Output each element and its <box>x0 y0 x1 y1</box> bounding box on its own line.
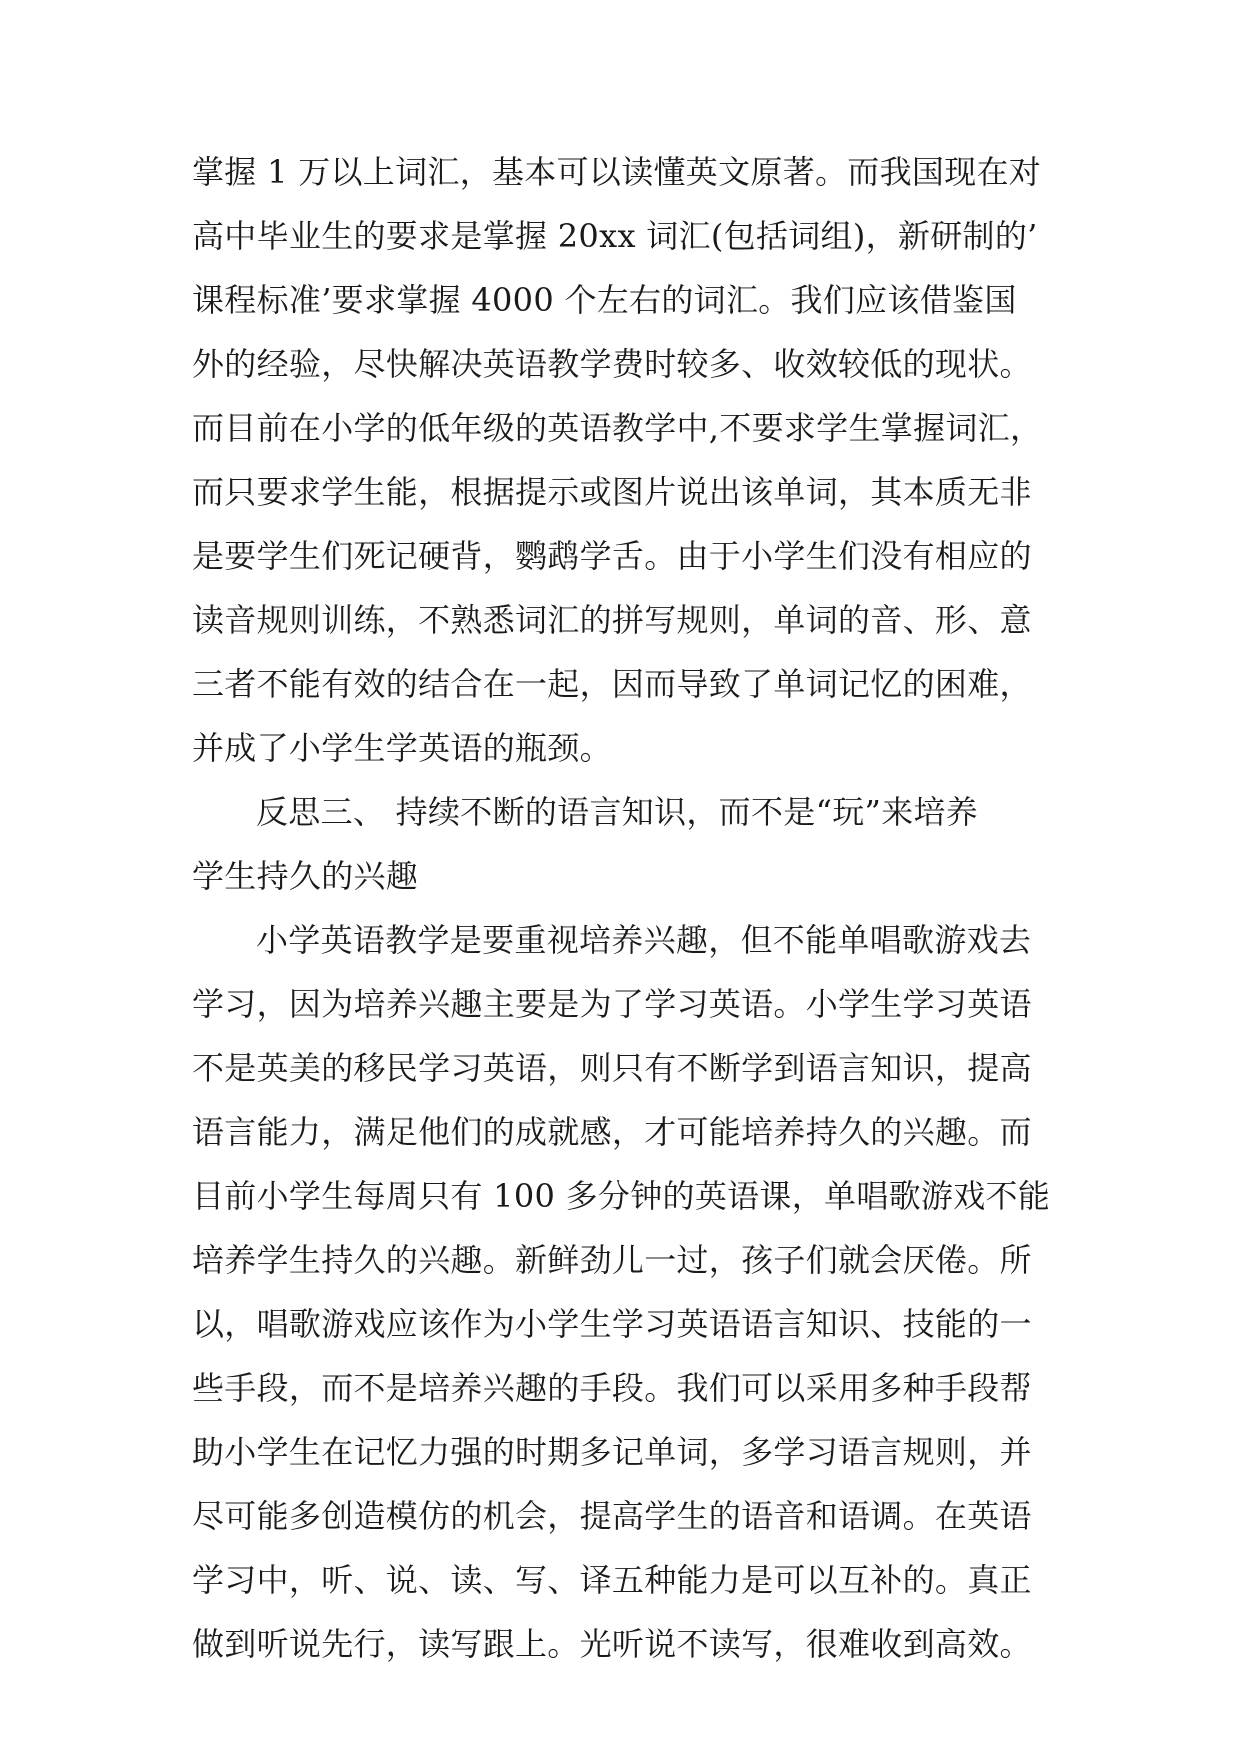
text-line: 外的经验，尽快解决英语教学费时较多、收效较低的现状。 <box>192 345 1032 383</box>
text-line: 是要学生们死记硬背，鹦鹉学舌。由于小学生们没有相应的 <box>192 537 1032 575</box>
text-line: 助小学生在记忆力强的时期多记单词，多学习语言规则，并 <box>192 1433 1032 1471</box>
text-line: 读音规则训练，不熟悉词汇的拼写规则，单词的音、形、意 <box>192 601 1032 639</box>
section-heading-line: 反思三、 持续不断的语言知识，而不是“玩”来培养 <box>256 793 979 831</box>
section-heading-line: 学生持久的兴趣 <box>192 857 419 895</box>
text-line: 目前小学生每周只有 100 多分钟的英语课，单唱歌游戏不能 <box>192 1177 1051 1215</box>
text-line: 做到听说先行，读写跟上。光听说不读写，很难收到高效。 <box>192 1625 1032 1663</box>
text-line: 学习中，听、说、读、写、译五种能力是可以互补的。真正 <box>192 1561 1032 1599</box>
text-line: 并成了小学生学英语的瓶颈。 <box>192 729 612 767</box>
text-line: 三者不能有效的结合在一起，因而导致了单词记忆的困难， <box>192 665 1032 703</box>
text-line: 课程标准’要求掌握 4000 个左右的词汇。我们应该借鉴国 <box>192 281 1017 319</box>
text-line: 而只要求学生能，根据提示或图片说出该单词，其本质无非 <box>192 473 1032 511</box>
text-line: 尽可能多创造模仿的机会，提高学生的语音和语调。在英语 <box>192 1497 1032 1535</box>
text-line: 不是英美的移民学习英语，则只有不断学到语言知识，提高 <box>192 1049 1032 1087</box>
text-line: 而目前在小学的低年级的英语教学中,不要求学生掌握词汇， <box>192 409 1043 447</box>
text-line: 高中毕业生的要求是掌握 20xx 词汇(包括词组)，新研制的’ <box>192 217 1038 255</box>
text-line: 语言能力，满足他们的成就感，才可能培养持久的兴趣。而 <box>192 1113 1032 1151</box>
text-line: 小学英语教学是要重视培养兴趣，但不能单唱歌游戏去 <box>256 921 1032 959</box>
text-line: 培养学生持久的兴趣。新鲜劲儿一过，孩子们就会厌倦。所 <box>192 1241 1032 1279</box>
text-line: 些手段，而不是培养兴趣的手段。我们可以采用多种手段帮 <box>192 1369 1032 1407</box>
text-line: 掌握 1 万以上词汇，基本可以读懂英文原著。而我国现在对 <box>192 153 1042 191</box>
text-line: 学习，因为培养兴趣主要是为了学习英语。小学生学习英语 <box>192 985 1032 1023</box>
text-line: 以，唱歌游戏应该作为小学生学习英语语言知识、技能的一 <box>192 1305 1032 1343</box>
